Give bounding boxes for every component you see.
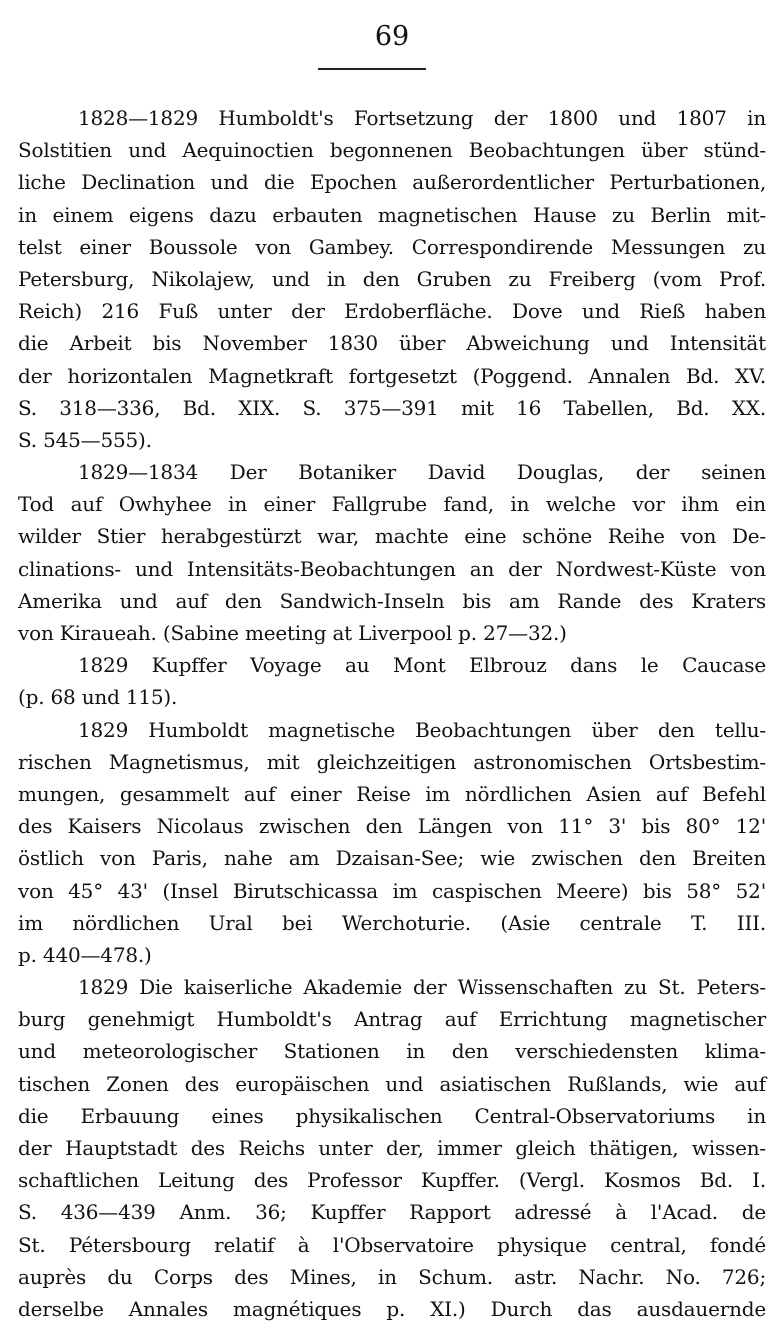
text-line: (p. 68 und 115). (18, 685, 178, 710)
text-line: S. 318—336, Bd. XIX. S. 375—391 mit 16 Tabellen, Bd. XX. (18, 395, 766, 420)
text-line: die Arbeit bis November 1830 über Abweichung und Intensität (18, 331, 766, 356)
text-line: liche Declination und die Epochen außerordentlicher Perturbationen, (18, 170, 766, 195)
header-rule (318, 68, 426, 70)
text-line: der Hauptstadt des Reichs unter der, immer gleich thätigen, wissen- (18, 1136, 766, 1160)
text-line: Petersburg, Nikolajew, und in den Gruben zu Freiberg (vom Prof. (18, 266, 766, 291)
text-line: St. Pétersbourg relatif à l'Observatoire physique central, fondé (18, 1232, 766, 1257)
text-line: rischen Magnetismus, mit gleichzeitigen astronomischen Ortsbestim- (18, 749, 766, 774)
text-line: wilder Stier herabgestürzt war, machte eine schöne Reihe von De- (18, 524, 766, 549)
text-line: der horizontalen Magnetkraft fortgesetzt (Poggend. Annalen Bd. XV. (18, 363, 766, 388)
text-line: derselbe Annales magnétiques p. XI.) Durch das ausdauernde (18, 1296, 766, 1321)
text-line: telst einer Boussole von Gambey. Correspondirende Messungen zu (18, 234, 766, 259)
text-line: p. 440—478.) (18, 942, 152, 967)
text-line: Reich) 216 Fuß unter der Erdoberfläche. Dove und Rieß haben (18, 299, 766, 324)
text-line: die Erbauung eines physikalischen Central-Observatoriums in (18, 1103, 766, 1128)
text-line: 1829 Humboldt magnetische Beobachtungen über den tellu- (78, 717, 766, 742)
text-line: 1828—1829 Humboldt's Fortsetzung der 1800 und 1807 in (78, 106, 766, 130)
text-line: östlich von Paris, nahe am Dzaisan-See; wie zwischen den Breiten (18, 846, 766, 871)
text-line: clinations- und Intensitäts-Beobachtungen an der Nordwest-Küste von (18, 556, 766, 581)
body-text (18, 102, 766, 1325)
text-line: im nördlichen Ural bei Werchoturie. (Asie centrale T. III. (18, 910, 766, 935)
page-number: 69 (374, 21, 410, 52)
text-line: Tod auf Owhyhee in einer Fallgrube fand, in welche vor ihm ein (18, 492, 766, 517)
text-line: 1829 Kupffer Voyage au Mont Elbrouz dans le Caucase (78, 653, 766, 678)
text-line: und meteorologischer Stationen in den verschiedensten klima- (18, 1039, 766, 1064)
text-line: Amerika und auf den Sandwich-Inseln bis am Rande des Kraters (18, 588, 766, 613)
text-line: S. 545—555). (18, 427, 152, 452)
text-line: von Kiraueah. (Sabine meeting at Liverpool p. 27—32.) (18, 621, 567, 645)
text-line: S. 436—439 Anm. 36; Kupffer Rapport adressé à l'Acad. de (18, 1200, 766, 1225)
text-line: in einem eigens dazu erbauten magnetischen Hause zu Berlin mit- (18, 202, 766, 227)
text-line: auprès du Corps des Mines, in Schum. astr. Nachr. No. 726; (18, 1264, 766, 1289)
text-line: Solstitien und Aequinoctien begonnenen Beobachtungen über stünd- (18, 138, 766, 163)
text-line: 1829 Die kaiserliche Akademie der Wissenschaften zu St. Peters- (78, 975, 766, 1000)
text-line: mungen, gesammelt auf einer Reise im nördlichen Asien auf Befehl (18, 781, 766, 806)
text-line: 1829—1834 Der Botaniker David Douglas, der seinen (78, 460, 766, 485)
text-line: schaftlichen Leitung des Professor Kupffer. (Vergl. Kosmos Bd. I. (18, 1168, 766, 1193)
text-line: des Kaisers Nicolaus zwischen den Längen von 11° 3' bis 80° 12' (18, 814, 766, 839)
text-line: von 45° 43' (Insel Birutschicassa im caspischen Meere) bis 58° 52' (18, 878, 766, 903)
text-line: burg genehmigt Humboldt's Antrag auf Errichtung magnetischer (18, 1007, 766, 1032)
text-line: tischen Zonen des europäischen und asiatischen Rußlands, wie auf (18, 1071, 766, 1096)
